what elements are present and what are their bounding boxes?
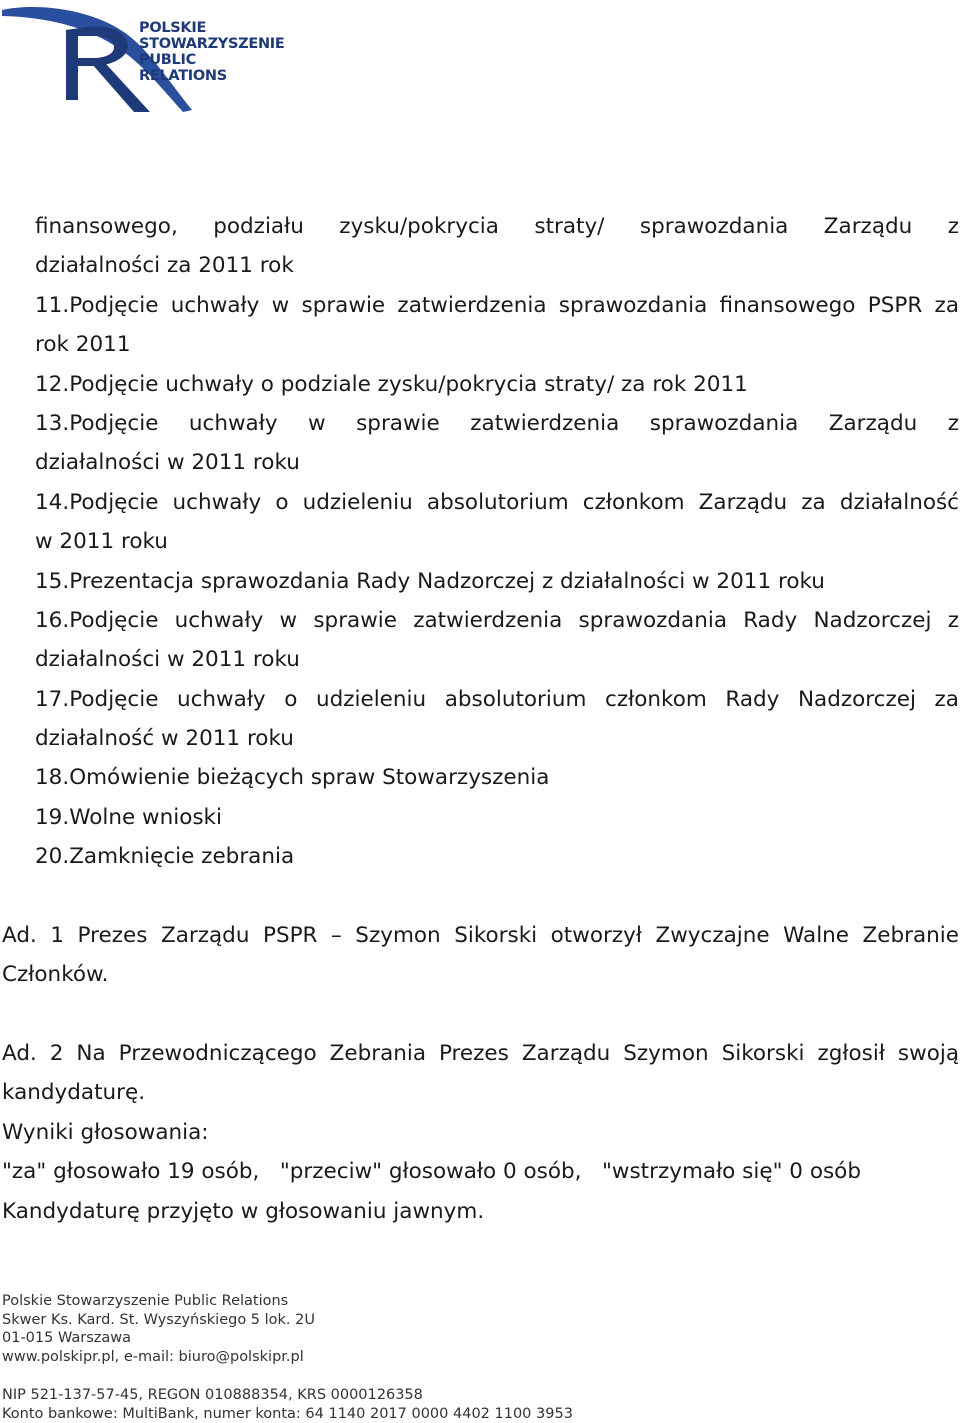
agenda-line: działalności w 2011 roku xyxy=(35,647,300,673)
agenda-line: w 2011 roku xyxy=(35,529,168,555)
agenda-line: działalność w 2011 roku xyxy=(35,726,294,752)
ad1-paragraph xyxy=(2,916,959,995)
footer-tax-ids: NIP 521-137-57-45, REGON 010888354, KRS 0000126358 xyxy=(2,1387,423,1403)
logo-wordmark xyxy=(139,20,285,84)
logo-line: POLSKIE xyxy=(139,20,207,36)
pspr-logo xyxy=(0,0,285,115)
agenda-line: 20.Zamknięcie zebrania xyxy=(35,844,295,870)
agenda-line: 14.Podjęcie uchwały o udzieleniu absolutorium członkom Zarządu za działalność xyxy=(35,489,959,515)
logo-line: STOWARZYSZENIE xyxy=(139,36,285,52)
agenda-line: 13.Podjęcie uchwały w sprawie zatwierdzenia sprawozdania Zarządu z xyxy=(35,410,959,436)
agenda-line: 15.Prezentacja sprawozdania Rady Nadzorczej z działalności w 2011 roku xyxy=(35,568,825,594)
agenda-line: finansowego, podziału zysku/pokrycia straty/ sprawozdania Zarządu z xyxy=(35,214,959,239)
footer-registry xyxy=(2,1386,573,1423)
agenda-line: działalności w 2011 roku xyxy=(35,450,300,476)
agenda-line: działalności za 2011 rok xyxy=(35,253,294,279)
agenda-line: 12.Podjęcie uchwały o podziale zysku/pokrycia straty/ za rok 2011 xyxy=(35,371,748,397)
ad2-line: Wyniki głosowania: xyxy=(2,1119,209,1145)
footer-address xyxy=(2,1292,315,1366)
agenda-line: 17.Podjęcie uchwały o udzieleniu absolutorium członkom Rady Nadzorczej za xyxy=(35,686,959,712)
footer-city: 01-015 Warszawa xyxy=(2,1330,132,1347)
footer-org-name: Polskie Stowarzyszenie Public Relations xyxy=(2,1293,289,1309)
agenda-line: rok 2011 xyxy=(35,332,131,358)
agenda-line: 18.Omówienie bieżących spraw Stowarzyszenia xyxy=(35,765,550,791)
logo-line: PUBLIC xyxy=(139,52,196,68)
footer-bank-account: Konto bankowe: MultiBank, numer konta: 64 1140 2017 0000 4402 1100 3953 xyxy=(2,1405,573,1422)
agenda-line: 11.Podjęcie uchwały w sprawie zatwierdzenia sprawozdania finansowego PSPR za xyxy=(35,292,959,318)
ad1-line: Ad. 1 Prezes Zarządu PSPR – Szymon Sikorski otworzył Zwyczajne Walne Zebranie xyxy=(2,923,959,948)
ad2-line: Ad. 2 Na Przewodniczącego Zebrania Prezes Zarządu Szymon Sikorski zgłosił swoją xyxy=(2,1041,959,1066)
ad1-line: Członków. xyxy=(2,962,109,988)
footer-contact: www.polskipr.pl, e-mail: biuro@polskipr.pl xyxy=(2,1348,304,1365)
ad2-vote-results: "za" głosowało 19 osób, "przeciw" głosowało 0 osób, "wstrzymało się" 0 osób xyxy=(2,1159,861,1185)
agenda-line: 16.Podjęcie uchwały w sprawie zatwierdzenia sprawozdania Rady Nadzorczej z xyxy=(35,607,959,633)
ad2-line: kandydaturę. xyxy=(2,1080,146,1106)
agenda-list xyxy=(35,207,959,877)
footer-street: Skwer Ks. Kard. St. Wyszyńskiego 5 lok. 2U xyxy=(2,1311,315,1328)
ad2-line: Kandydaturę przyjęto w głosowaniu jawnym. xyxy=(2,1198,485,1224)
ad2-paragraph xyxy=(2,1034,959,1231)
agenda-line: 19.Wolne wnioski xyxy=(35,804,222,830)
logo-line: RELATIONS xyxy=(139,68,227,84)
